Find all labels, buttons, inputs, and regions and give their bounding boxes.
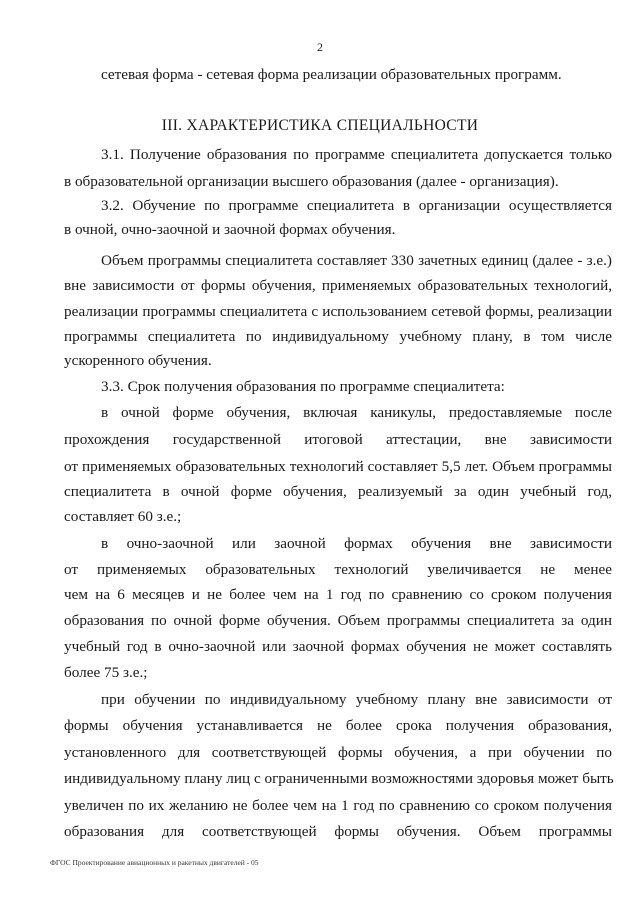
- page-number: 2: [317, 40, 323, 54]
- paragraph-3-1-line-1: 3.1. Получение образования по программе специалитета допускается только: [101, 146, 612, 163]
- item-part-time-line-4: образования по очной форме обучения. Объем программы специалитета за один: [64, 612, 612, 629]
- item-part-time-line-1: в очно-заочной или заочной формах обучения вне зависимости: [101, 535, 612, 552]
- text-line-intro: сетевая форма - сетевая форма реализации образовательных программ.: [101, 66, 562, 83]
- paragraph-volume-line-1: Объем программы специалитета составляет 330 зачетных единиц (далее - з.е.): [101, 252, 612, 269]
- paragraph-3-3-line-1: 3.3. Срок получения образования по программе специалитета:: [101, 378, 505, 395]
- item-individual-line-5: увеличен по их желанию не более чем на 1 год по сравнению со сроком получения: [64, 797, 612, 814]
- item-individual-line-2: формы обучения устанавливается не более срока получения образования,: [64, 717, 612, 734]
- item-part-time-line-5: учебный год в очно-заочной или заочной формах обучения не может составлять: [64, 638, 612, 655]
- item-part-time-line-2: от применяемых образовательных технологий увеличивается не менее: [64, 561, 612, 578]
- page-footer: ФГОС Проектирование авиационных и ракетных двигателей - 05: [50, 858, 259, 867]
- section-heading: III. ХАРАКТЕРИСТИКА СПЕЦИАЛЬНОСТИ: [161, 117, 479, 134]
- item-part-time-line-6: более 75 з.е.;: [64, 664, 148, 681]
- item-individual-line-4: индивидуальному плану лиц с ограниченными возможностями здоровья может быть: [64, 770, 614, 787]
- item-full-time-line-2: прохождения государственной итоговой аттестации, вне зависимости: [64, 431, 612, 448]
- paragraph-volume-line-4: программы специалитета по индивидуальному учебному плану, в том числе: [64, 328, 612, 345]
- item-individual-line-6: образования для соответствующей формы обучения. Объем программы: [64, 823, 612, 840]
- item-full-time-line-3: от применяемых образовательных технологий составляет 5,5 лет. Объем программы: [64, 458, 612, 475]
- item-full-time-line-5: составляет 60 з.е.;: [64, 508, 182, 525]
- paragraph-3-2-line-2: в очной, очно-заочной и заочной формах обучения.: [64, 221, 396, 238]
- item-full-time-line-4: специалитета в очной форме обучения, реализуемый за один учебный год,: [64, 483, 612, 500]
- paragraph-volume-line-5: ускоренного обучения.: [64, 352, 212, 369]
- item-individual-line-1: при обучении по индивидуальному учебному плану вне зависимости от: [101, 691, 612, 708]
- item-full-time-line-1: в очной форме обучения, включая каникулы, предоставляемые после: [101, 404, 612, 421]
- paragraph-3-2-line-1: 3.2. Обучение по программе специалитета в организации осуществляется: [101, 197, 612, 214]
- item-part-time-line-3: чем на 6 месяцев и не более чем на 1 год по сравнению со сроком получения: [64, 586, 612, 603]
- paragraph-3-1-line-2: в образовательной организации высшего образования (далее - организация).: [64, 173, 559, 190]
- item-individual-line-3: установленного для соответствующей формы обучения, а при обучении по: [64, 744, 612, 761]
- paragraph-volume-line-2: вне зависимости от формы обучения, применяемых образовательных технологий,: [64, 277, 612, 294]
- paragraph-volume-line-3: реализации программы специалитета с использованием сетевой формы, реализации: [64, 303, 612, 320]
